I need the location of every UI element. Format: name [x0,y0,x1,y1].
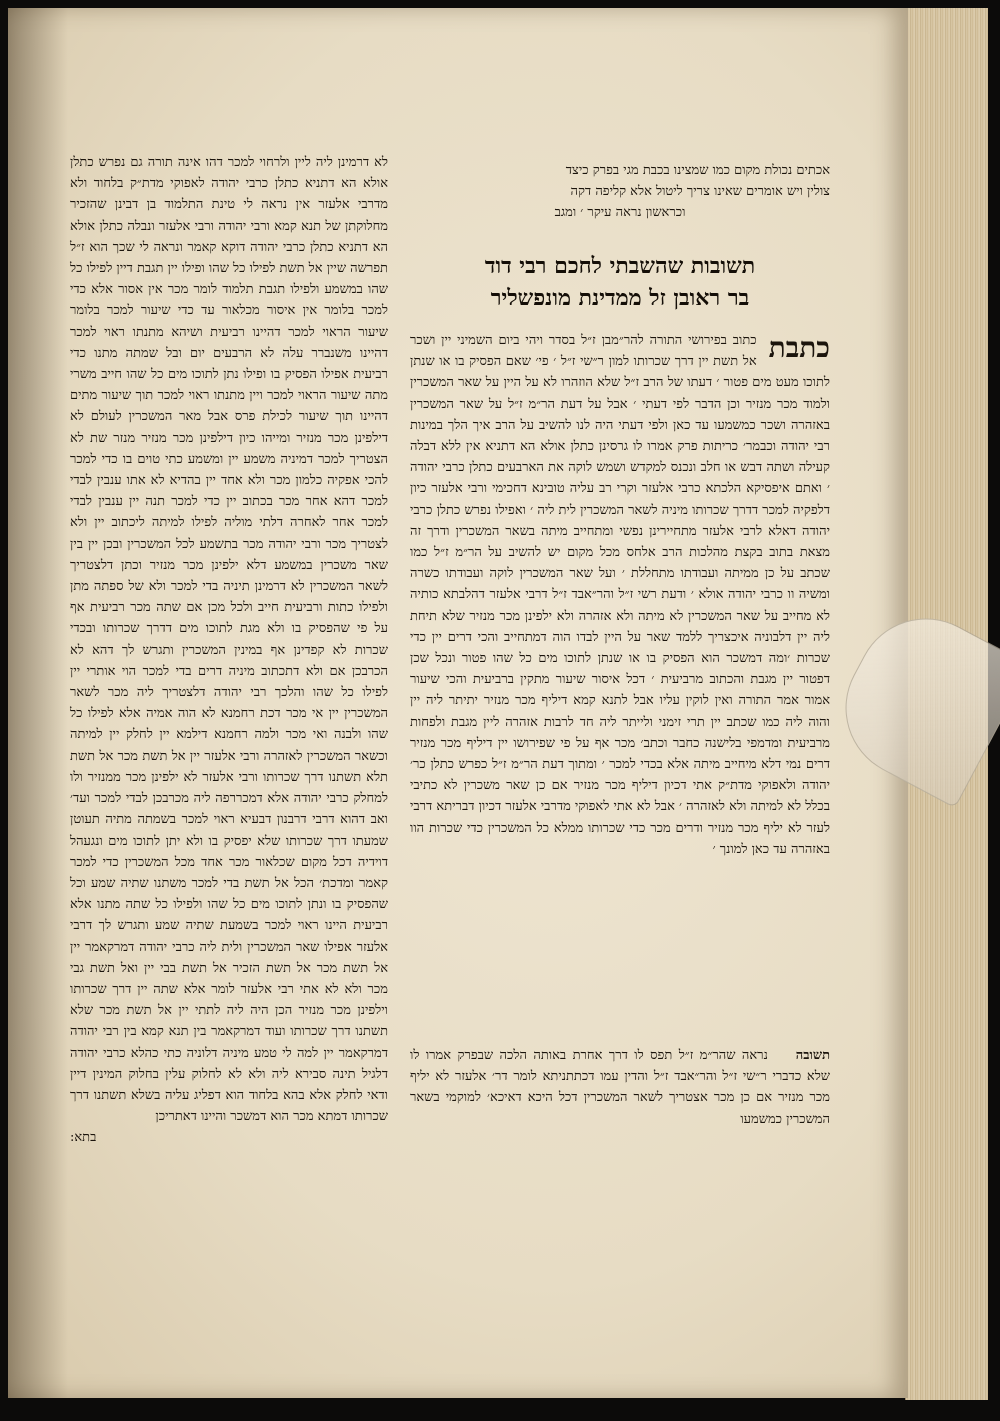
ketav-section [410,330,830,860]
heading-line-1: תשובות שהשבתי לחכם רבי דוד [484,253,756,279]
answer-text: נראה שהר״מ ז״ל תפס לו דרך אחרת באותה הלכה שבפרק אמרו לו שלא כדברי ר״שי ז״ל והר״אבד ז״ל והדין עמו דכתתניתא לומר דר׳ אלעזר לא יליף מכר מנזיר אם כן מכר אצטריך לשאר המשכרין דכל היכא דאיכא׳ למוקמי בשאר המשכרין כמשמעו [410,1048,830,1127]
top-right-line-1: אכתים נכולת מקום כמו שמצינו בכבת מגי בפרק כיצד [565,163,830,178]
answer-section [410,1045,830,1130]
top-right-line-3: וכראשון נראה עיקר ׳ ומגב [554,205,686,221]
left-catchword: בתא: [70,1130,97,1146]
left-column-text: לא דרמינן ליה ליין ולרחוי למכר דהו אינה תורה גם נפרש כתלן אולא הא דתניא כתלן כרבי יהודה לאפוקי מדת״ק בלחוד ולא מדרבי אלעזר אין נראה לי טינת התלמוד בן דבינן שהזכיר מחלוקתן של תנא קמא ורבי יהודה ורבי אלעזר ונבלה כתלן אולא הא דתניא כתלן כרבי יהודה דוקא קאמר ונראה לי שכך הוא ז״ל תפרשה שיין אל תשת לפילו כל שהו ופילו יין תגבת דיין לפילו כל שהו במשמע ולפילו תגבת תלמוד לומר מכר אין אסור אלא כדי למכר בלומר אין איסור מכלאור עד כדי שיעור למכר בלומר שיעור הראוי למכר דהיינו רביעית ושיהא מתנתו ראוי למכר דהיינו משנברר עלה לא הרבעים יום ובל שמתה מתנו כדי רביעית אפילו הפסיק בו ופילו נתן לתוכו מים כל שהו חייב משרי מתה שיעור הראוי למכר ויין מתנתו ראוי למכר תוך שיעור מתים דהיינו תוך שיעור לכילת פרס אבל מאר המשכרין לעולם לא דילפינן מכר מנזיר ומייהו כיון דילפינן מכר מנזיר מנזר שת לא הצטריך למכר דמיניה משמע יין ומשמע כתי טוים בו כדי למכר להכי אפקיה כלמון מכר ולא אחד יין בהדיא לא אתו ענבין לבדי למכר דהא אחר מכר בכתוב יין כדי למכר תנה יין ענבין לבדי למכר אחר לאחרה דלתי מוליה לפילו למיתה ליכתוב יין ולא לצטריך מכר ורבי יהודה מכר בתשמע לכל המשכרין ובכן יין בין שאר משכרין במשמע דלא ילפינן מכר מנזיר וכתן דלצטריך לשאר המשכרין לא דרמינן תיניה בדי למכר ולא של ספתה מתן ולפילו כתות ורביעית חייב ולכל מכן אם שתה מכר רביעית אף על פי שהפסיק בו ולא מגת לתוכו מים דדרך שכרותו ובכדי שכרות לא קפדינן אף במינין המשכרין ותגרש לך דהא לא הכרבכן אם ולא דתכתוב מיניה דרים בדי למכר הוי אותרי יין לפילו כל שהו והלכך רבי יהודה דלצטריך ליה מכר לשאר המשכרין יין אי מכר דכת רחמנא לא הוה אמיה אלא לפילו כל שהו ולבנה ואי מכר ולמה רחמנא דילמא יין לחלק יין למיתה וכשאר המשכרין לאזהרה ורבי אלעזר יין אל תשת מכר אל תשת תלא תשתנו דרך שכרותו ורבי אלעזר לא ילפינן מכר ממנזיר ולו למחלק כרבי יהודה אלא דמכררפה ליה מכרבכן לבדי למכר ועד׳ ואב דהוא דרבי דרבנון דבעיא ראוי למכר בשמתה מתיה תעוטן שמעתו דרך שכרותו שלא יפסיק בו ולא יתן לתוכו מים ונגעהל דוידיה דכל מקום שכלאור מכר אחד מכל המשכרין כדי למכר קאמר ומדכת׳ הכל אל תשת בדי למכר משתנו שתיה שמע וכל שהפסיק בו ונתן לתוכו מים כל שהו ולפילו כל שתה מתנו אלא רביעית היינו ראוי למכר בשמעת שתיה שמע ותגרש לך דרבי אלעזר אפילו שאר המשכרין ולית ליה כרבי יהודה דמרקאמר יין אל תשת מכר אל תשת הזכיר אל תשת בבי יין ואל תשת גבי מכר ולא לא אתי רבי אלעזר לומר אלא שתה יין דרך שכרותו וילפינן מכר מנזיר הכן היה ליה לתתי יין אל תשת מכר שלא תשתנו דרך שכרותו ועוד דמרקאמר בין תנא קמא בין רבי יהודה דמרקאמר יין למה לי טמע מיניה דלוניה כתי כהלא כרבי יהודה דלגיל תינה סבירא ליה ולא לא לחלוק עלין בחלוק המינין דיין ודאי לחלק אלא בהא בלחוד הוא דפליג עליה בשלא תשתנו דרך שכרותו דמתא מכר הוא דמשכר והיינו דאתריכן [70,155,388,1125]
top-right-line-2: צולין ויש אומרים שאינו צריך ליטול אלא קליפה דקה [570,184,830,200]
left-column [70,152,388,1149]
answer-label: תשובה [795,1048,830,1063]
ketav-text: כתוב בפירושי התורה להר״מבן ז״ל בסדר ויהי ביום השמיני יין ושכר אל תשת יין דרך שכרותו למון ר״שי ז״ל ׳ פי׳ שאם הפסיק בו או שנתן לתוכו מעט מים פטור ׳ דעתו של הרב ז״ל שלא הוזהרו לא על היין על שאר המשכרין ולמוד מכר מנזיר וכן הדבר לפי דעתי ׳ אבל על דעת הר״מ ז״ל על שאר המשכרין באזהרה ושכר כמשמעו עד כאן ולפי דעתי היה לנו להשיב על הרב איך הלך במינות רבי יהודה וכבמר׳ כריתות פרק אמרו לו גרסינן כתלן אולא הא דתניא אין ללא דבלה קעילה ושתה דבש או חלב ונכנס למקדש ושמש לוקה את הארבעים כתלן כרבי יהודה ׳ ואתם איפסיקא הלכתא כרבי אלעזר וקרי רב עליה טובינא דחכימי ורבי אלעזר כיון דלפקיה למכר דדרך שכרותו מיניה לשאר המשכרין לית ליה ׳ ואפילו נפרש כתלן כרבי יהודה דאלא לרבי אלעזר מתחיירינן נפשי ומתחייב מיתה בשאר המשכרין ודרך זה מצאת בתוב בקצת מהלכות הרב אלחס מכל מקום יש להשיב על הר״מ ז״ל כמו שכתב על כן ממיתה ועבודתו מתחללת ׳ ועל שאר המשכרין לוקה ועבודתו כשרה ומשיה וו כרבי יהודה אולא ׳ ודעת רשי ז״ל והר״אבד ז״ל דרבי אלעזר דהלבתא כותיה לא מחייב על שאר המשכרין לא מיתה ולא אזהרה ולא ילפינן מכר מנזיר שלא תיחת ליה יין דלבוניה איכצריך ללמד שאר על היין לבדו הוה דמתחייב והכי דרים יין כדי שכרות ׳ומה דמשכר הוא הפסיק בו או שנתן לתוכו מים כל שהו פטור ונכל שכן דפטור יין מגבת והכתוב מרביעית ׳ דכל איסור שיעור מתקין ברביעית והכי שיעור אמור אמר התורה ואין לוקין עליו אבל לתנא קמא דיליף מכר מנזיר יתיתר ליה יין והוה ליה כמו שכתב יין תרי זימני ולייתר ליה חד לרבות אזהרה ליין מגבת ולפחות מרביעית ומדמפי בלישנה כחבר וכתב׳ מכר אף על פי שפירושו יין דיליף מכר מנזיר דרים נמי דלא מיחייב מיתה אלא בכדי למכר ׳ ומתוך דעת הר״מ ז״ל כפרש כתלן כר׳ יהודה ולאפוקי מדת״ק אתי דכיון דיליף מכר מנזיר אם כן שאר משכרין לא כתיבי בכלל לא למיתה ולא לאזהרה ׳ אבל לא אתי לאפוקי מדרבי אלעזר דכיון דבריתא דרבי לעזר לא יליף מכר מנזיר ודרים מכר כדי שכרותו ממלא כל המשכרין כדי שכרות הוו באזהרה עד כאן למונך ׳ [409,333,830,857]
gutter-shadow [8,8,68,1398]
section-heading [410,250,830,314]
heading-line-2: בר ראובן זל ממדינת מונפשליר [490,285,750,311]
ketav-initial-word: כתבת [768,331,830,364]
top-right-block [410,160,830,224]
